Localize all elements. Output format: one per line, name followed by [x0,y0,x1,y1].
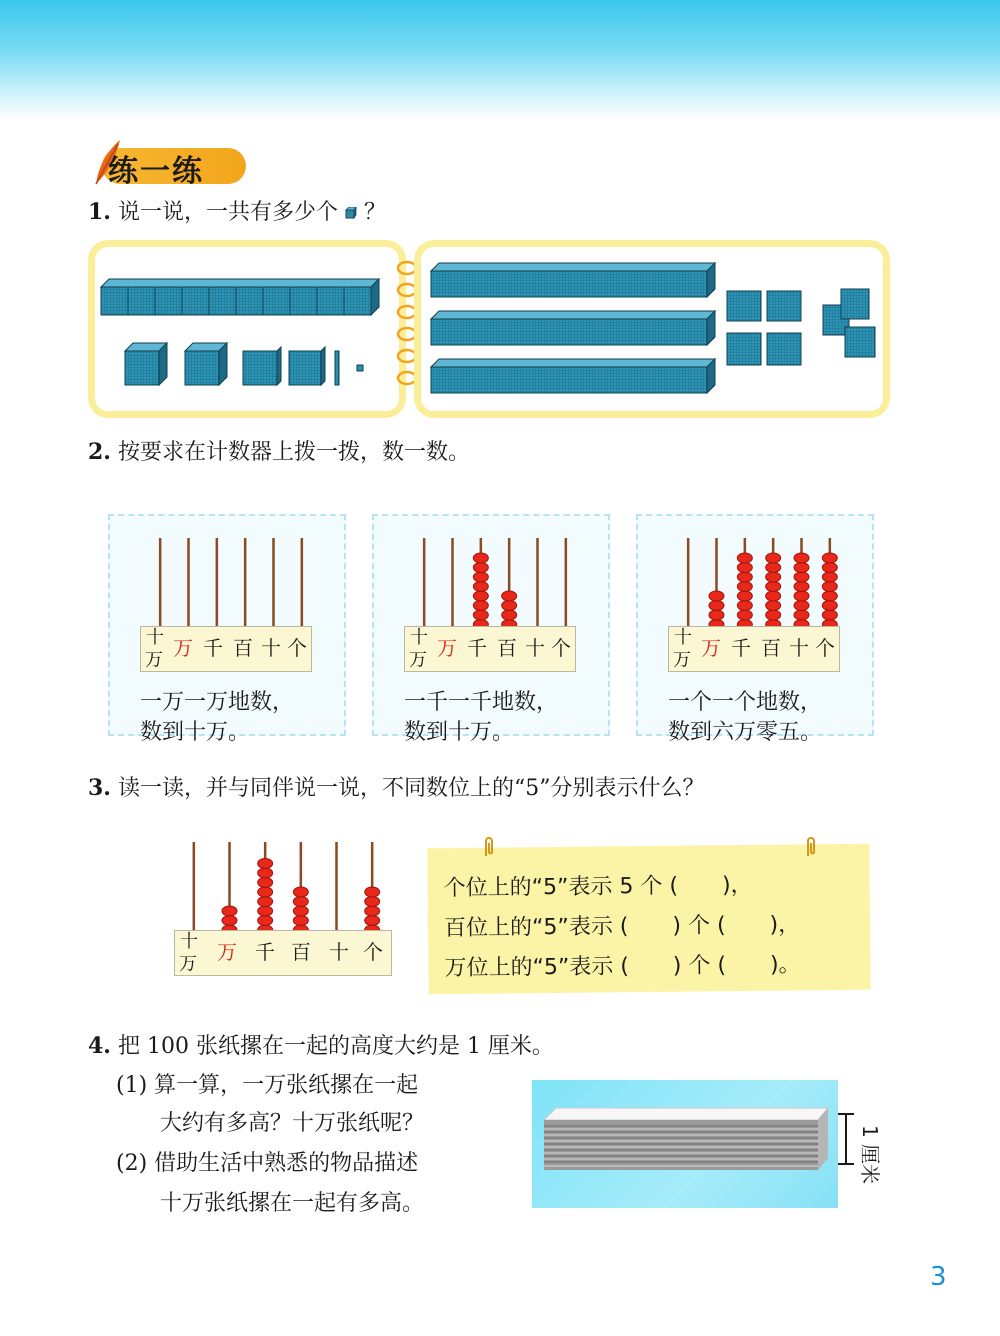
abacus-bead [258,859,273,869]
abacus-bead [822,610,837,620]
abacus-bead [502,610,517,620]
place-label-ge: 个 [551,636,571,660]
place-label-ten-thousand-prefix: 十 [410,627,428,648]
place-value-labels [140,626,312,672]
sticky-note [427,844,871,995]
page-number: 3 [930,1262,947,1292]
height-bracket-icon [836,1112,856,1166]
counting-card-3 [636,514,874,745]
abacus-bead [737,553,752,563]
abacus-bead [794,610,809,620]
abacus-bead [737,563,752,573]
question-number: 3. [88,775,111,801]
place-label-ge: 个 [287,636,307,660]
place-label-ge: 个 [815,636,835,660]
abacus [176,840,390,936]
small-cube-icon [345,207,357,219]
thousand-rod [101,279,379,315]
header-band [0,0,1000,120]
hundred-cube [845,327,875,357]
abacus-bead [473,601,488,611]
section-badge [88,138,248,188]
note-line-2: 百位上的“5”表示 ( ) 个 ( )， [443,912,801,942]
hundred-cube [727,333,761,365]
hundred-flat [243,347,281,385]
abacus-bead [293,897,308,907]
abacus-bead [794,563,809,573]
abacus-bead [222,916,237,926]
place-label-qian: 千 [203,636,223,660]
abacus-bead [258,868,273,878]
abacus-bead [766,601,781,611]
instruction-line-1: 一个一个地数， [668,690,823,715]
abacus-bead [258,878,273,888]
abacus-bead [822,582,837,592]
abacus-bead [502,601,517,611]
place-label-wan-small: 万 [179,954,197,975]
question-number: 2. [88,439,111,465]
abacus-bead [737,601,752,611]
abacus-bead [473,582,488,592]
question-2 [88,438,470,467]
unit-cube [357,365,363,371]
abacus-bead [737,591,752,601]
abacus-bead [222,906,237,916]
question-text: 把 100 张纸摞在一起的高度大约是 1 厘米。 [117,1034,554,1059]
abacus-bead [766,563,781,573]
place-label-wan-small: 万 [409,650,427,671]
abacus-bead [822,591,837,601]
place-label-ge: 个 [363,940,383,964]
abacus-bead [766,610,781,620]
abacus-bead [365,906,380,916]
abacus [410,536,580,640]
place-value-labels [668,626,840,672]
subquestion-2-line-2: 十万张纸摞在一起有多高。 [160,1191,425,1216]
place-label-wan: 万 [173,636,193,660]
abacus-bead [794,553,809,563]
note-line-3: 万位上的“5”表示 ( ) 个 ( )。 [444,952,801,982]
instruction-line-2: 数到十万。 [404,720,515,745]
place-label-shi: 十 [261,636,281,660]
thousand-rod [431,263,715,297]
abacus-bead [365,897,380,907]
hundred-cube [125,343,167,385]
place-label-ten-thousand-prefix: 十 [180,931,198,952]
place-label-wan: 万 [437,636,457,660]
question-1 [88,198,386,227]
place-label-wan-small: 万 [145,650,163,671]
hundred-cube [185,343,227,385]
thousand-rod [431,311,715,345]
abacus-bead [737,572,752,582]
abacus-bead [293,887,308,897]
card-instruction [668,688,822,748]
place-label-shi: 十 [525,636,545,660]
hundred-cube [767,291,801,321]
card-instruction [140,688,294,748]
abacus-bead [473,610,488,620]
hundred-flat [289,347,325,385]
paperclip-icon [804,836,818,858]
abacus-bead [502,591,517,601]
abacus-bead [473,572,488,582]
abacus-bead [737,610,752,620]
abacus-bead [794,601,809,611]
abacus-bead [766,572,781,582]
abacus-bead [794,591,809,601]
abacus-bead [737,582,752,592]
place-label-ten-thousand-prefix: 十 [674,627,692,648]
card-instruction [404,688,558,748]
place-label-shi: 十 [789,636,809,660]
abacus-bead [709,601,724,611]
base-ten-blocks-left [95,247,399,411]
question-text: 说一说，一共有多少个 [117,200,338,225]
place-label-bai: 百 [497,636,517,660]
abacus-bead [473,591,488,601]
place-label-shi: 十 [329,940,349,964]
abacus-bead [822,601,837,611]
place-label-bai: 百 [233,636,253,660]
abacus-bead [258,906,273,916]
abacus-bead [766,582,781,592]
place-value-labels [174,930,392,976]
place-label-bai: 百 [291,940,311,964]
counting-card-2 [372,514,610,745]
abacus-bead [365,916,380,926]
abacus-bead [794,572,809,582]
abacus [674,536,844,640]
base-ten-blocks-right [421,247,883,411]
thousand-rod [431,359,715,393]
hundred-cube [727,291,761,321]
abacus-bead [293,906,308,916]
abacus-bead [766,553,781,563]
question-text: 按要求在计数器上拨一拨，数一数。 [117,440,470,465]
subquestion-1-line-1: (1) 算一算，一万张纸摞在一起 [116,1073,419,1098]
abacus [146,536,316,640]
abacus-bead [822,563,837,573]
abacus-bead [822,553,837,563]
question-text: 读一读，并与同伴说一说，不同数位上的“5”分别表示什么？ [117,776,705,801]
blocks-panel-right [414,240,890,418]
hundred-cube [841,289,869,319]
note-line-1: 个位上的“5”表示 5 个 ( )， [443,872,753,902]
place-label-bai: 百 [761,636,781,660]
paper-stack-photo [532,1080,838,1208]
section-title: 练一练 [108,154,204,189]
paper-stack-image [532,1080,838,1208]
place-label-qian: 千 [255,940,275,964]
subquestion-2-line-1: (2) 借助生活中熟悉的物品描述 [116,1151,419,1176]
abacus-bead [822,572,837,582]
place-label-ten-thousand-prefix: 十 [146,627,164,648]
question-number: 4. [88,1033,111,1059]
abacus-bead [473,553,488,563]
place-label-qian: 千 [467,636,487,660]
abacus-bead [258,897,273,907]
instruction-line-2: 数到十万。 [140,720,251,745]
place-label-wan-small: 万 [673,650,691,671]
abacus-bead [794,582,809,592]
paperclip-icon [482,836,496,858]
question-3 [88,774,704,803]
place-label-wan: 万 [701,636,721,660]
question-suffix: ？ [363,200,386,225]
abacus-bead [258,887,273,897]
place-label-wan: 万 [217,940,237,964]
abacus-bead [258,916,273,926]
ten-rod [335,351,339,385]
abacus-bead [709,610,724,620]
question-number: 1. [88,199,111,225]
abacus-bead [293,916,308,926]
instruction-line-1: 一千一千地数， [404,690,559,715]
instruction-line-2: 数到六万零五。 [668,720,823,745]
blocks-panel-left [88,240,406,418]
hundred-cube [767,333,801,365]
abacus-bead [365,887,380,897]
counting-card-1 [108,514,346,745]
measure-label: 1 厘米 [858,1124,883,1185]
abacus-bead [473,563,488,573]
subquestion-1-line-2: 大约有多高？十万张纸呢？ [160,1111,425,1136]
abacus-bead [709,591,724,601]
question-4 [88,1032,554,1061]
instruction-line-1: 一万一万地数， [140,690,295,715]
place-value-labels [404,626,576,672]
place-label-qian: 千 [731,636,751,660]
abacus-bead [766,591,781,601]
